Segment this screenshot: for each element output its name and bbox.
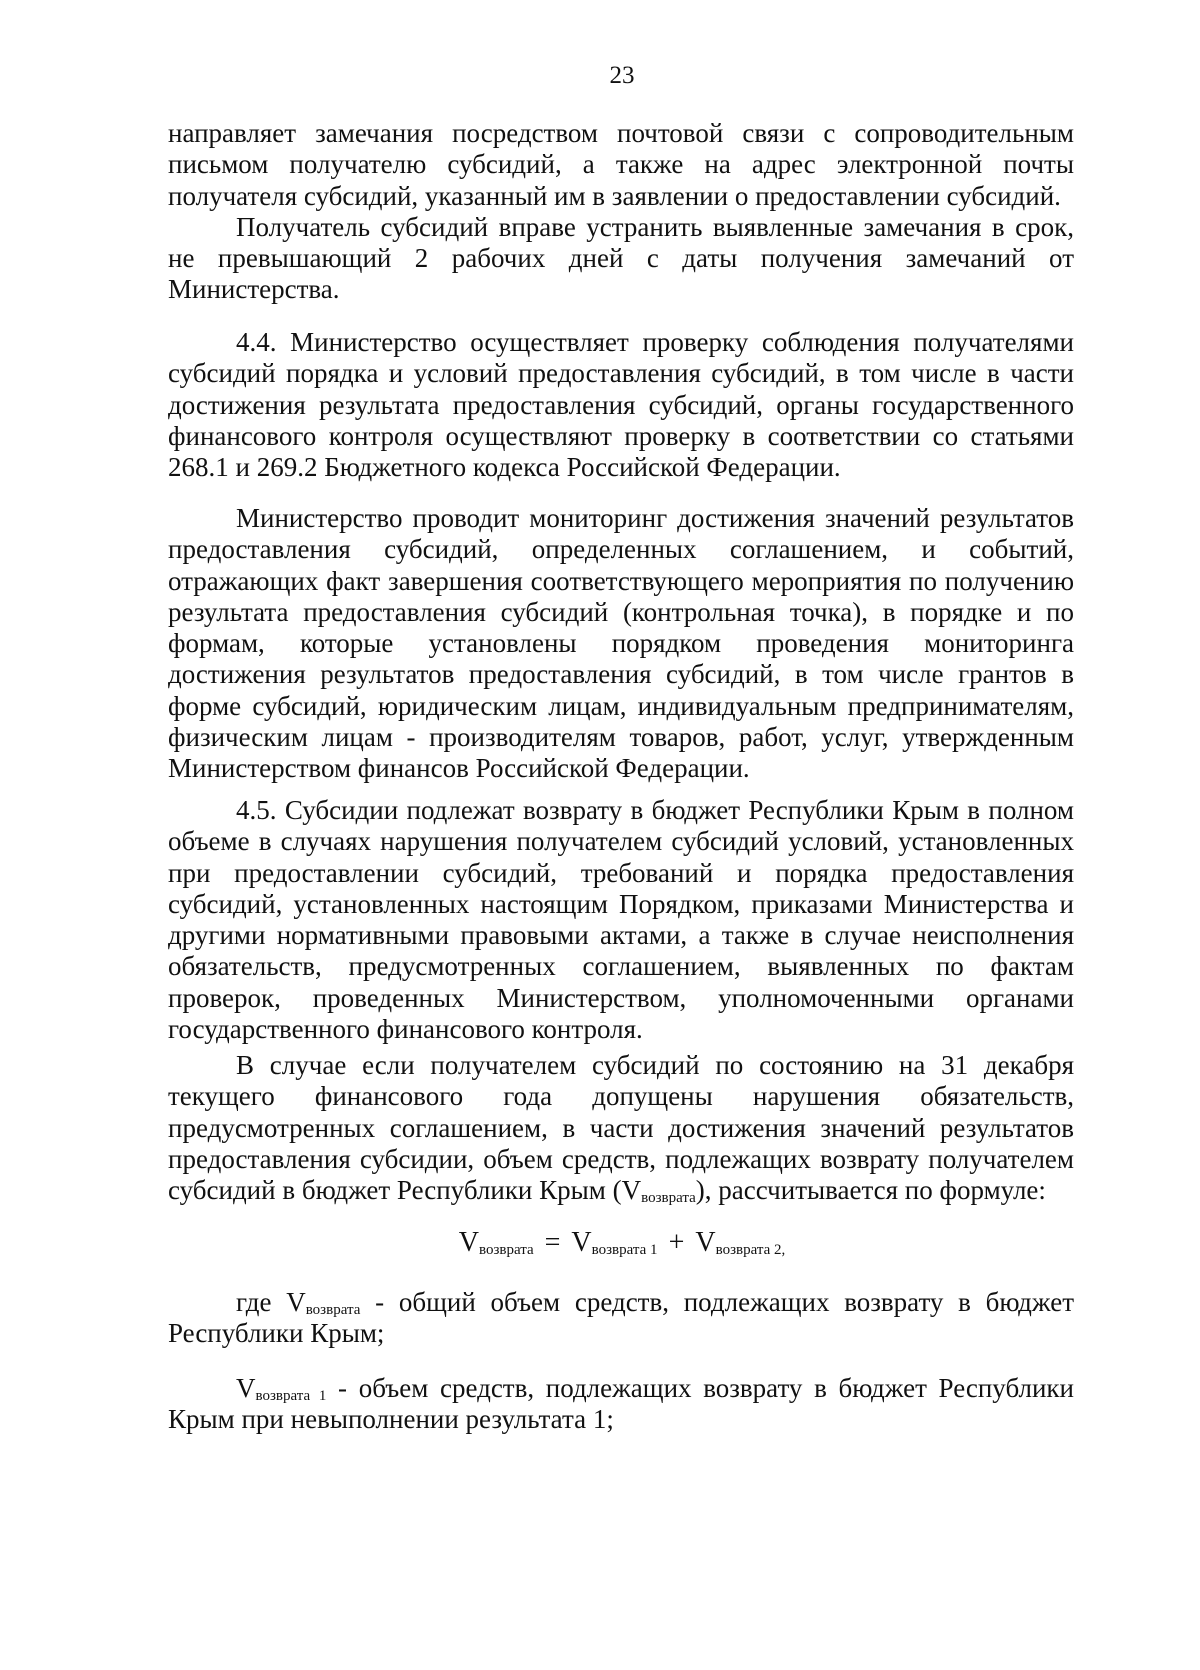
text-block-section-4-4 (168, 327, 1074, 483)
return-case-text-after: ), рассчитывается по формуле: (695, 1175, 1046, 1206)
paragraph-recipient-corrections: Получатель субсидий вправе устранить выявленные замечания в срок, не превышающий 2 рабочих дней с даты получения замечаний от Министерства. (168, 211, 1074, 305)
text-block-definition-total (168, 1287, 1074, 1350)
definition-v-1: $V_{возврата 1}$ - объем средств, подлежащих возврату в бюджет Республики Крым при невыполнении результата 1; (168, 1373, 1074, 1435)
symbol-v-total-inline: $V_{возврата}$ (621, 1175, 696, 1207)
page-number: 23 (609, 62, 635, 89)
symbol-v-total-def: $V_{возврата}$ (286, 1287, 361, 1318)
text-block-monitoring (168, 503, 1074, 785)
text-block-definition-1 (168, 1373, 1074, 1436)
formula-v-2: $V_{возврата 2,}$ (695, 1227, 786, 1258)
formula-v-total: $V_{возврата}$ (458, 1227, 534, 1258)
text-block-section-4-5 (168, 795, 1074, 1045)
return-case-text-before: В случае если получателем субсидий по состоянию на 31 декабря текущего финансового года допущены нарушения обязательств, предусмотренных соглашением, в части достижения значений результатов предоставления субсидии, объем средств, подлежащих возврату получателем субсидий в бюджет Республики Крым ( (168, 1050, 1074, 1206)
text-block-top (168, 118, 1074, 306)
formula-plus: + (668, 1227, 685, 1258)
text-block-return-case (168, 1050, 1074, 1206)
return-formula (22, 1227, 1200, 1259)
paragraph-section-4-4: 4.4. Министерство осуществляет проверку соблюдения получателями субсидий порядка и условий предоставления субсидий, в том числе в части достижения результата предоставления субсидий, органы государственного финансового контроля осуществляют проверку в соответствии со статьями 268.1 и 269.2 Бюджетного кодекса Российской Федерации. (168, 327, 1074, 483)
paragraph-section-4-5: 4.5. Субсидии подлежат возврату в бюджет Республики Крым в полном объеме в случаях нарушения получателем субсидий условий, установленных при предоставлении субсидий, требований и порядка предоставления субсидий, установленных настоящим Порядком, приказами Министерства и другими нормативными правовыми актами, а также в случае неисполнения обязательств, предусмотренных соглашением, выявленных по фактам проверок, проведенных Министерством, уполномоченными органами государственного финансового контроля. (168, 795, 1074, 1045)
definition-v-total: где $V_{возврата}$ - общий объем средств, подлежащих возврату в бюджет Республики Крым; (168, 1287, 1075, 1349)
paragraph-monitoring: Министерство проводит мониторинг достижения значений результатов предоставления субсидий, определенных соглашением, и событий, отражающих факт завершения соответствующего мероприятия по получению результата предоставления субсидий (контрольная точка), в порядке и по формам, которые установлены порядком проведения мониторинга достижения результатов предоставления субсидий, в том числе грантов в форме субсидий, юридическим лицам, индивидуальным предпринимателям, физическим лицам - производителям товаров, работ, услуг, утвержденным Министерством финансов Российской Федерации. (168, 503, 1074, 784)
symbol-v-1-def: $V_{возврата 1}$ (236, 1373, 327, 1404)
formula-equals: = (544, 1227, 561, 1258)
paragraph-continuation: направляет замечания посредством почтовой связи с сопроводительным письмом получателю субсидий, а также на адрес электронной почты получателя субсидий, указанный им в заявлении о предоставлении субсидий. (168, 118, 1074, 211)
formula-v-1: $V_{возврата 1}$ (571, 1227, 658, 1258)
paragraph-return-case (168, 1050, 1074, 1206)
